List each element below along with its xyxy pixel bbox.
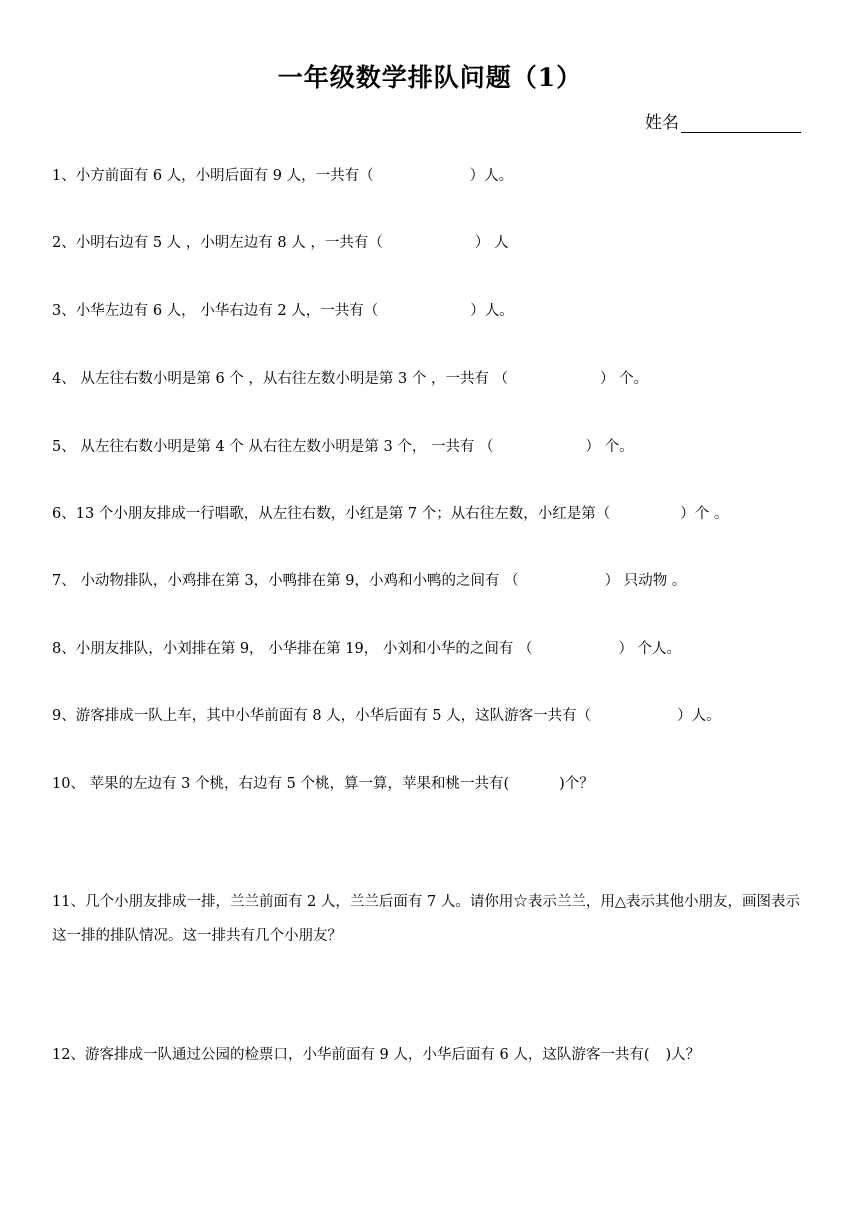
question-1: [52, 159, 812, 193]
question-6-end: ）个 。: [680, 506, 729, 522]
question-1-end: ）人。: [469, 168, 514, 184]
question-4-end: ） 个。: [600, 371, 649, 387]
question-4: [52, 362, 812, 396]
question-3-end: ）人。: [470, 303, 514, 319]
question-2-text: 2、小明右边有 5 人 ，小明左边有 8 人 ，一共有（: [52, 235, 383, 251]
question-2: [52, 226, 812, 260]
question-4-text: 4、 从左往右数小明是第 6 个 ，从右往左数小明是第 3 个 ，一共有 （: [52, 371, 509, 387]
question-7-text: 7、 小动物排队，小鸡排在第 3，小鸭排在第 9，小鸡和小鸭的之间有 （: [52, 573, 519, 589]
worksheet-title: 一年级数学排队问题（1）: [277, 63, 583, 92]
question-8-end: ） 个人。: [618, 641, 682, 657]
question-3-text: 3、小华左边有 6 人， 小华右边有 2 人，一共有（: [52, 303, 379, 319]
name-line: [645, 108, 801, 133]
question-6-text: 6、13 个小朋友排成一行唱歌，从左往右数，小红是第 7 个；从右往左数，小红是第（: [52, 506, 611, 522]
question-12: [52, 1038, 812, 1072]
question-8: [52, 632, 812, 666]
question-11: [52, 885, 812, 953]
question-10: [52, 767, 812, 801]
question-6: [52, 497, 812, 531]
question-9-text: 9、游客排成一队上车，其中小华前面有 8 人，小华后面有 5 人，这队游客一共有（: [52, 708, 592, 724]
question-3: [52, 294, 812, 328]
question-2-end: ） 人: [474, 235, 509, 251]
question-5-end: ） 个。: [585, 439, 634, 455]
question-12-end: )人？: [665, 1047, 701, 1063]
question-9-end: ）人。: [677, 708, 721, 724]
question-5-text: 5、 从左往右数小明是第 4 个 从右往左数小明是第 3 个， 一共有 （: [52, 439, 494, 455]
question-8-text: 8、小朋友排队，小刘排在第 9， 小华排在第 19， 小刘和小华的之间有 （: [52, 641, 533, 657]
question-10-end: )个？: [559, 776, 594, 792]
question-5: [52, 430, 812, 464]
question-1-text: 1、小方前面有 6 人，小明后面有 9 人，一共有（: [52, 168, 374, 184]
name-blank[interactable]: [681, 114, 801, 133]
question-7: [52, 564, 812, 598]
question-7-end: ） 只动物 。: [604, 573, 687, 589]
question-11-text: 11、几个小朋友排成一排，兰兰前面有 2 人，兰兰后面有 7 人。请你用☆表示兰兰，用△表示其他小朋友，画图表示这一排的排队情况。这一排共有几个小朋友？: [52, 894, 800, 944]
question-12-text: 12、游客排成一队通过公园的检票口，小华前面有 9 人，小华后面有 6 人，这队游客一共有(: [52, 1047, 650, 1063]
question-10-text: 10、 苹果的左边有 3 个桃，右边有 5 个桃，算一算，苹果和桃一共有(: [52, 776, 510, 792]
name-label: 姓名: [645, 113, 679, 133]
question-9: [52, 699, 812, 733]
